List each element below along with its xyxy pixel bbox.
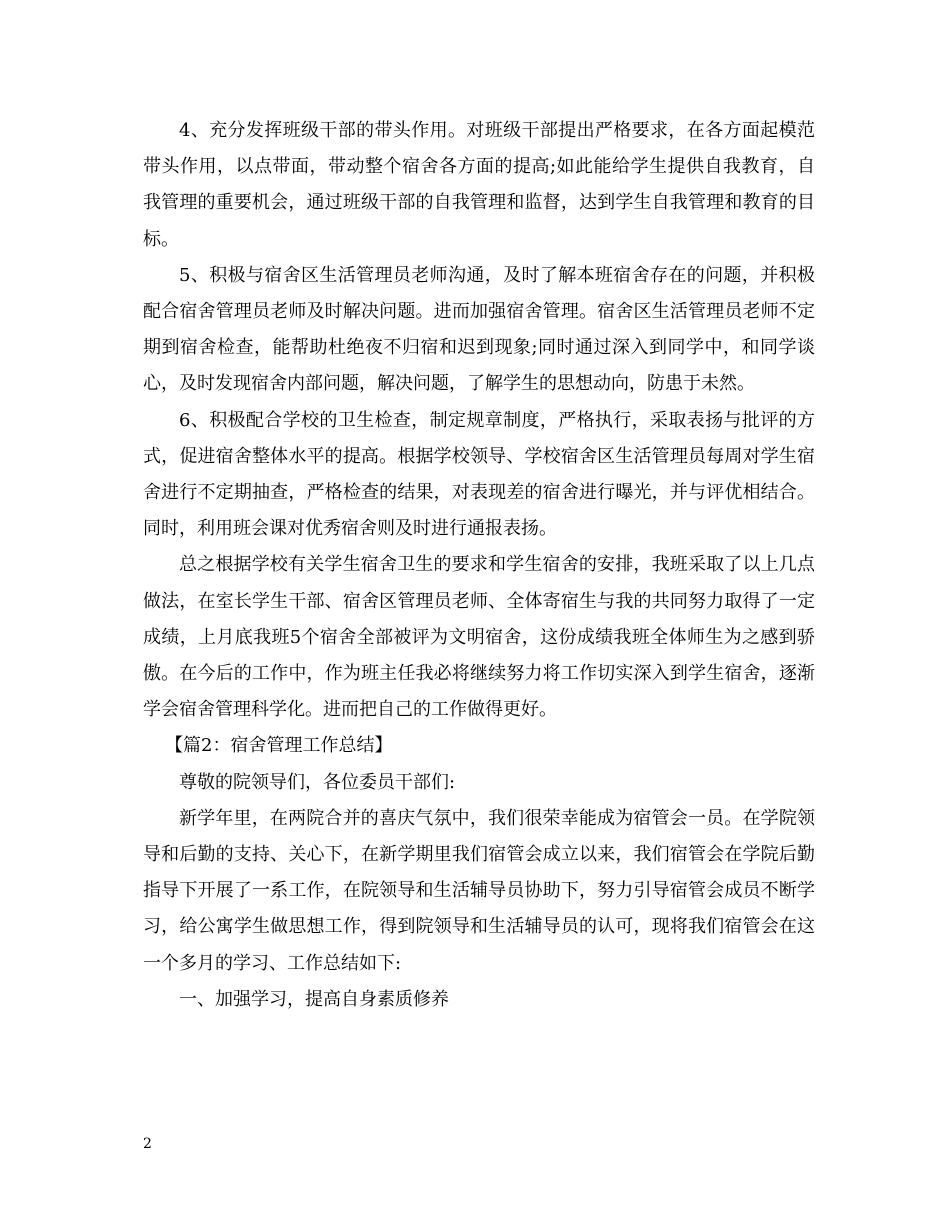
paragraph-item-6: 6、积极配合学校的卫生检查，制定规章制度，严格执行，采取表扬与批评的方式，促进宿舍整体水平的提高。根据学校领导、学校宿舍区生活管理员每周对学生宿舍进行不定期抽查，严格检查的结果，对表现差的宿舍进行曝光，并与评优相结合。同时，利用班会课对优秀宿舍则及时进行通报表扬。	[143, 409, 815, 540]
paragraph-item-4: 4、充分发挥班级干部的带头作用。对班级干部提出严格要求，在各方面起模范带头作用，以点带面，带动整个宿舍各方面的提高;如此能给学生提供自我教育，自我管理的重要机会，通过班级干部的自我管理和监督，达到学生自我管理和教育的目标。	[143, 120, 815, 250]
paragraph-summary: 总之根据学校有关学生宿舍卫生的要求和学生宿舍的安排，我班采取了以上几点做法，在室长学生干部、宿舍区管理员老师、全体寄宿生与我的共同努力取得了一定成绩，上月底我班5个宿舍全部被评为文明宿舍，这份成绩我班全体师生为之感到骄傲。在今后的工作中，作为班主任我必将继续努力将工作切实深入到学生宿舍，逐渐学会宿舍管理科学化。进而把自己的工作做得更好。	[143, 554, 815, 721]
paragraph-intro: 新学年里，在两院合并的喜庆气氛中，我们很荣幸能成为宿管会一员。在学院领导和后勤的支持、关心下，在新学期里我们宿管会成立以来，我们宿管会在学院后勤指导下开展了一系工作，在院领导和生活辅导员协助下，努力引导宿管会成员不断学习，给公寓学生做思想工作，得到院领导和生活辅导员的认可，现将我们宿管会在这一个多月的学习、工作总结如下:	[143, 807, 815, 974]
section-heading: 【篇2：宿舍管理工作总结】	[165, 735, 393, 757]
subsection-heading: 一、加强学习，提高自身素质修养	[179, 988, 449, 1010]
paragraph-item-5: 5、积极与宿舍区生活管理员老师沟通，及时了解本班宿舍存在的问题，并积极配合宿舍管理员老师及时解决问题。进而加强宿舍管理。宿舍区生活管理员老师不定期到宿舍检查，能帮助杜绝夜不归宿和迟到现象;同时通过深入到同学中，和同学谈心，及时发现宿舍内部问题，解决问题，了解学生的思想动向，防患于未然。	[143, 264, 815, 395]
document-body	[143, 113, 815, 1018]
salutation: 尊敬的院领导们，各位委员干部们:	[179, 771, 456, 793]
page-number: 2	[143, 1136, 152, 1152]
